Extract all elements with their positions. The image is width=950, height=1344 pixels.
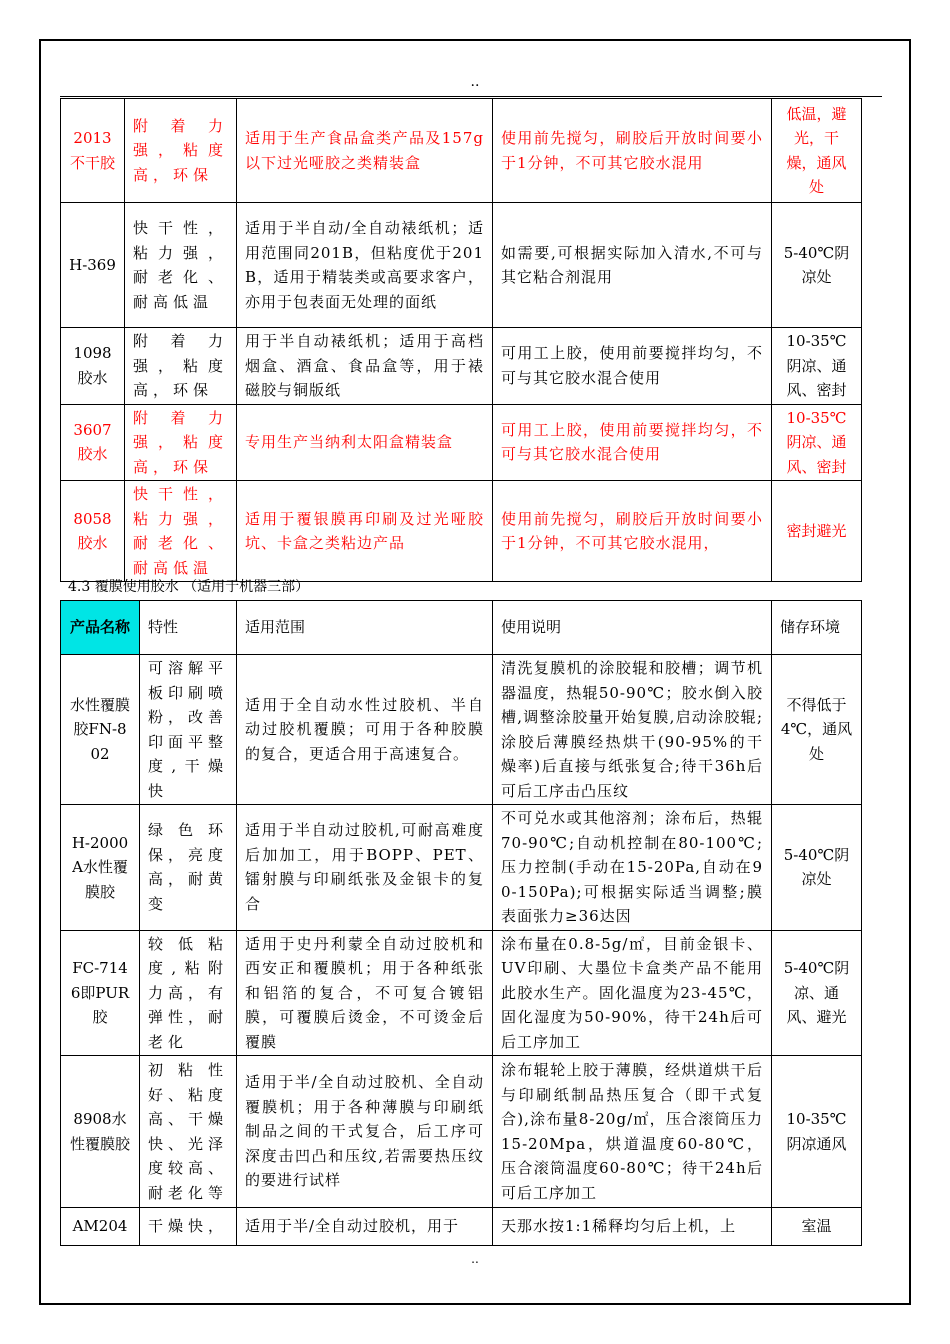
product-name: 8908水性覆膜胶 xyxy=(61,1056,140,1208)
product-usage: 可用工上胶，使用前要搅拌均匀，不可与其它胶水混合使用 xyxy=(493,404,772,481)
product-scope: 适用于全自动水性过胶机、半自动过胶机覆膜；可用于各种胶膜的复合，更适合用于高速复合。 xyxy=(237,655,493,805)
header-feature: 特性 xyxy=(140,601,237,655)
table-row xyxy=(61,1208,862,1246)
product-usage: 使用前先搅匀，刷胶后开放时间要小于1分钟，不可其它胶水混用， xyxy=(493,481,772,582)
product-storage: 不得低于4℃，通风处 xyxy=(772,655,862,805)
product-usage: 涂布量在0.8-5g/㎡，目前金银卡、UV印刷、大墨位卡盒类产品不能用此胶水生产。固化温度为23-45℃，固化湿度为50-90%，待干24h后可后工序加工 xyxy=(493,930,772,1056)
product-name: 3607胶水 xyxy=(61,404,125,481)
product-scope: 用于半自动裱纸机；适用于高档烟盒、酒盒、食品盒等，用于裱磁胶与铜版纸 xyxy=(237,328,493,405)
product-scope: 适用于史丹利蒙全自动过胶机和西安正和覆膜机；用于各种纸张和铝箔的复合，不可复合镀铝膜，可覆膜后烫金，不可烫金后覆膜 xyxy=(237,930,493,1056)
table-row xyxy=(61,481,862,582)
product-storage: 室温 xyxy=(772,1208,862,1246)
product-feature: 可溶解平板印刷喷粉，改善印面平整度,干燥快 xyxy=(140,655,237,805)
product-storage: 10-35℃阴凉、通风、密封 xyxy=(772,328,862,405)
product-feature: 附着力强，粘度高，环保 xyxy=(125,328,237,405)
section-title: 4.3 覆膜使用胶水 （适用于机器三部） xyxy=(68,579,310,595)
table-row xyxy=(61,1056,862,1208)
product-name: 2013不干胶 xyxy=(61,99,125,203)
product-storage: 低温，避光，干燥，通风处 xyxy=(772,99,862,203)
header-storage: 储存环境 xyxy=(772,601,862,655)
footer-mark: .. xyxy=(471,1252,479,1266)
product-scope: 适用于半自动过胶机,可耐高难度后加加工，用于BOPP、PET、镭射膜与印刷纸张及金银卡的复合 xyxy=(237,805,493,931)
table-row xyxy=(61,805,862,931)
product-feature: 绿色环保，亮度高，耐黄变 xyxy=(140,805,237,931)
product-feature: 初粘性好、粘度高、干燥快、光泽度较高、耐老化等 xyxy=(140,1056,237,1208)
product-scope: 专用生产当纳利太阳盒精装盒 xyxy=(237,404,493,481)
product-feature: 快干性，粘力强，耐老化、耐高低温 xyxy=(125,481,237,582)
table-header-row xyxy=(61,601,862,655)
table-row xyxy=(61,930,862,1056)
glue-table-1 xyxy=(60,98,862,582)
header-mark: .. xyxy=(470,74,480,90)
table-row xyxy=(61,655,862,805)
product-scope: 适用于半自动/全自动裱纸机；适用范围同201B，但粘度优于201B，适用于精装类或高要求客户，亦用于包表面无处理的面纸 xyxy=(237,203,493,328)
product-name: FC-7146即PUR胶 xyxy=(61,930,140,1056)
product-name: 1098胶水 xyxy=(61,328,125,405)
product-name: AM204 xyxy=(61,1208,140,1246)
product-usage: 清洗复膜机的涂胶辊和胶槽；调节机器温度，热辊50-90℃；胶水倒入胶槽,调整涂胶量开始复膜,启动涂胶辊;涂胶后薄膜经热烘干(90-95%的干燥率)后直接与纸张复合;待干36h后可后工序击凸压纹 xyxy=(493,655,772,805)
product-storage: 5-40℃阴凉、通风、避光 xyxy=(772,930,862,1056)
table-row xyxy=(61,203,862,328)
product-feature: 附着力强，粘度高，环保 xyxy=(125,99,237,203)
product-usage: 使用前先搅匀，刷胶后开放时间要小于1分钟，不可其它胶水混用 xyxy=(493,99,772,203)
product-storage: 10-35℃阴凉通风 xyxy=(772,1056,862,1208)
product-usage: 可用工上胶，使用前要搅拌均匀，不可与其它胶水混合使用 xyxy=(493,328,772,405)
product-storage: 密封避光 xyxy=(772,481,862,582)
product-storage: 10-35℃阴凉、通风、密封 xyxy=(772,404,862,481)
glue-table-2 xyxy=(60,600,862,1246)
product-scope: 适用于半/全自动过胶机、全自动覆膜机；用于各种薄膜与印刷纸制品之间的干式复合，后工序可深度击凹凸和压纹,若需要热压纹的要进行试样 xyxy=(237,1056,493,1208)
product-usage: 如需要,可根据实际加入清水,不可与其它粘合剂混用 xyxy=(493,203,772,328)
product-name: H-369 xyxy=(61,203,125,328)
product-storage: 5-40℃阴凉处 xyxy=(772,203,862,328)
header-usage: 使用说明 xyxy=(493,601,772,655)
product-usage: 涂布辊轮上胶于薄膜，经烘道烘干后与印刷纸制品热压复合（即干式复合),涂布量8-20g/㎡，压合滚筒压力15-20Mpa，烘道温度60-80℃，压合滚筒温度60-80℃；待干24h后可后工序加工 xyxy=(493,1056,772,1208)
product-name: 8058胶水 xyxy=(61,481,125,582)
product-scope: 适用于覆银膜再印刷及过光哑胶坑、卡盒之类粘边产品 xyxy=(237,481,493,582)
product-usage: 不可兑水或其他溶剂；涂布后，热辊70-90℃;自动机控制在80-100℃;压力控制(手动在15-20Pa,自动在90-150Pa);可根据实际适当调整;膜表面张力≥36达因 xyxy=(493,805,772,931)
product-feature: 附着力强，粘度高，环保 xyxy=(125,404,237,481)
product-feature: 较低粘度,粘附力高，有弹性，耐老化 xyxy=(140,930,237,1056)
product-feature: 快干性，粘力强，耐老化、耐高低温 xyxy=(125,203,237,328)
product-usage: 天那水按1:1稀释均匀后上机，上 xyxy=(493,1208,772,1246)
product-scope: 适用于半/全自动过胶机，用于 xyxy=(237,1208,493,1246)
table-row xyxy=(61,404,862,481)
product-storage: 5-40℃阴凉处 xyxy=(772,805,862,931)
header-scope: 适用范围 xyxy=(237,601,493,655)
product-name: 水性覆膜胶FN-802 xyxy=(61,655,140,805)
table-row xyxy=(61,99,862,203)
table-row xyxy=(61,328,862,405)
header-product-name: 产品名称 xyxy=(61,601,140,655)
product-scope: 适用于生产食品盒类产品及157g以下过光哑胶之类精装盒 xyxy=(237,99,493,203)
product-name: H-2000A水性覆膜胶 xyxy=(61,805,140,931)
header-rule xyxy=(60,96,882,97)
product-feature: 干燥快， xyxy=(140,1208,237,1246)
